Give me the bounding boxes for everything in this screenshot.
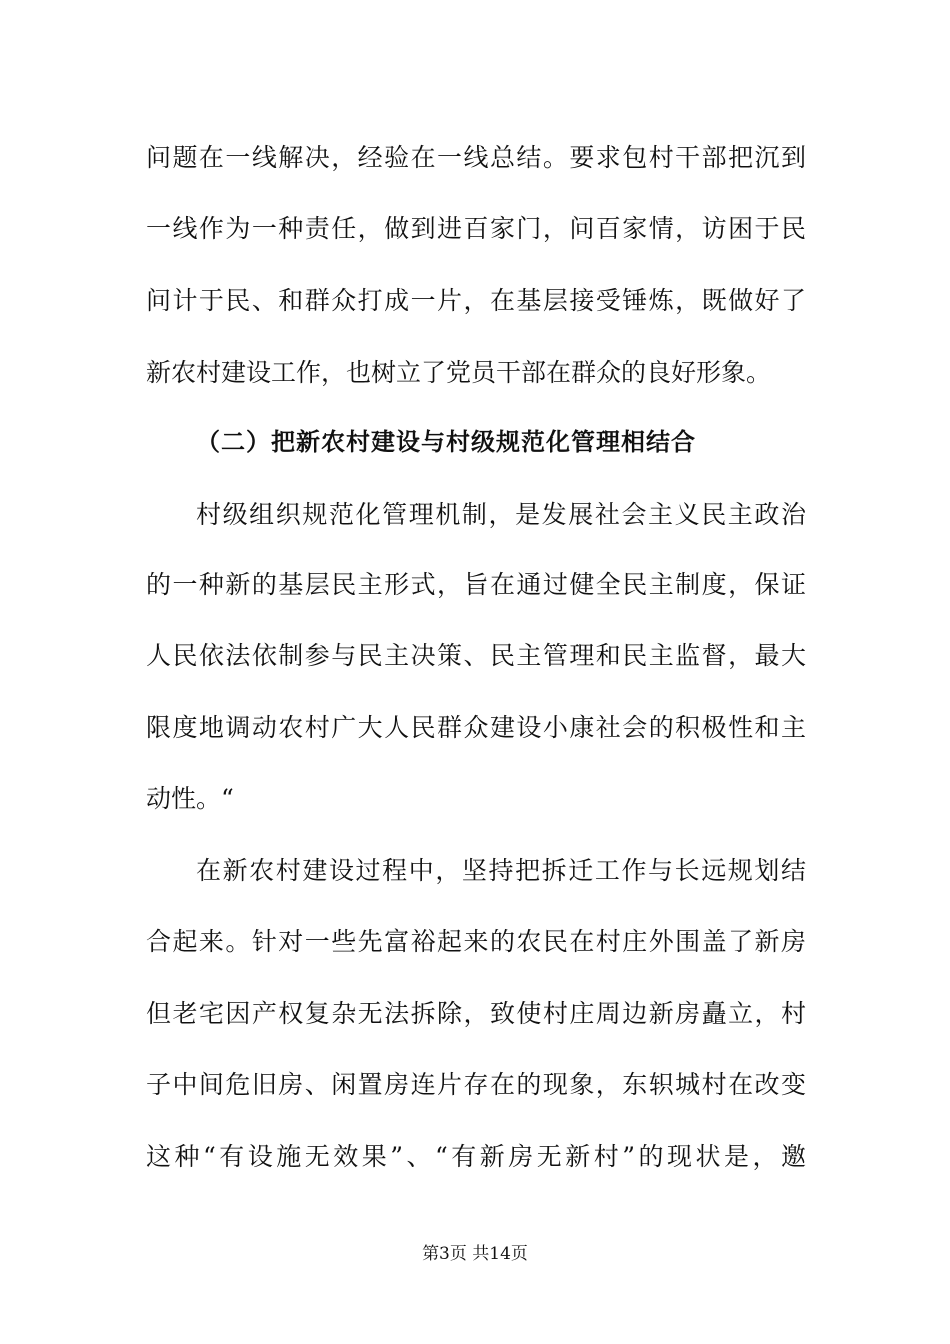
body-text-line: 问计于民、和群众打成一片，在基层接受锤炼，既做好了 <box>146 286 806 315</box>
body-text-line: 子中间危旧房、闲置房连片存在的现象，东轵城村在改变 <box>146 1070 806 1099</box>
body-text-line: 在新农村建设过程中，坚持把拆迁工作与长远规划结 <box>196 856 806 885</box>
body-text-line: 这种“有设施无效果”、“有新房无新村”的现状是，邀 <box>146 1142 806 1171</box>
body-text-line: 的一种新的基层民主形式，旨在通过健全民主制度，保证 <box>146 570 806 599</box>
body-text-line: 问题在一线解决，经验在一线总结。要求包村干部把沉到 <box>146 143 806 172</box>
body-text-line: 但老宅因产权复杂无法拆除，致使村庄周边新房矗立，村 <box>146 999 806 1028</box>
page-number-footer: 第3页 共14页 <box>422 1244 528 1264</box>
body-text-line: 人民依法依制参与民主决策、民主管理和民主监督，最大 <box>146 641 806 670</box>
section-heading: （二）把新农村建设与村级规范化管理相结合 <box>196 428 696 456</box>
body-text-line: 动性。“ <box>146 784 234 813</box>
body-text-line: 一线作为一种责任，做到进百家门，问百家情，访困于民 <box>146 214 806 243</box>
body-text-line: 新农村建设工作，也树立了党员干部在群众的良好形象。 <box>146 358 772 387</box>
body-text-line: 合起来。针对一些先富裕起来的农民在村庄外围盖了新房 <box>146 927 806 956</box>
body-text-line: 限度地调动农村广大人民群众建设小康社会的积极性和主 <box>146 713 806 742</box>
body-text-line: 村级组织规范化管理机制，是发展社会主义民主政治 <box>196 500 806 529</box>
